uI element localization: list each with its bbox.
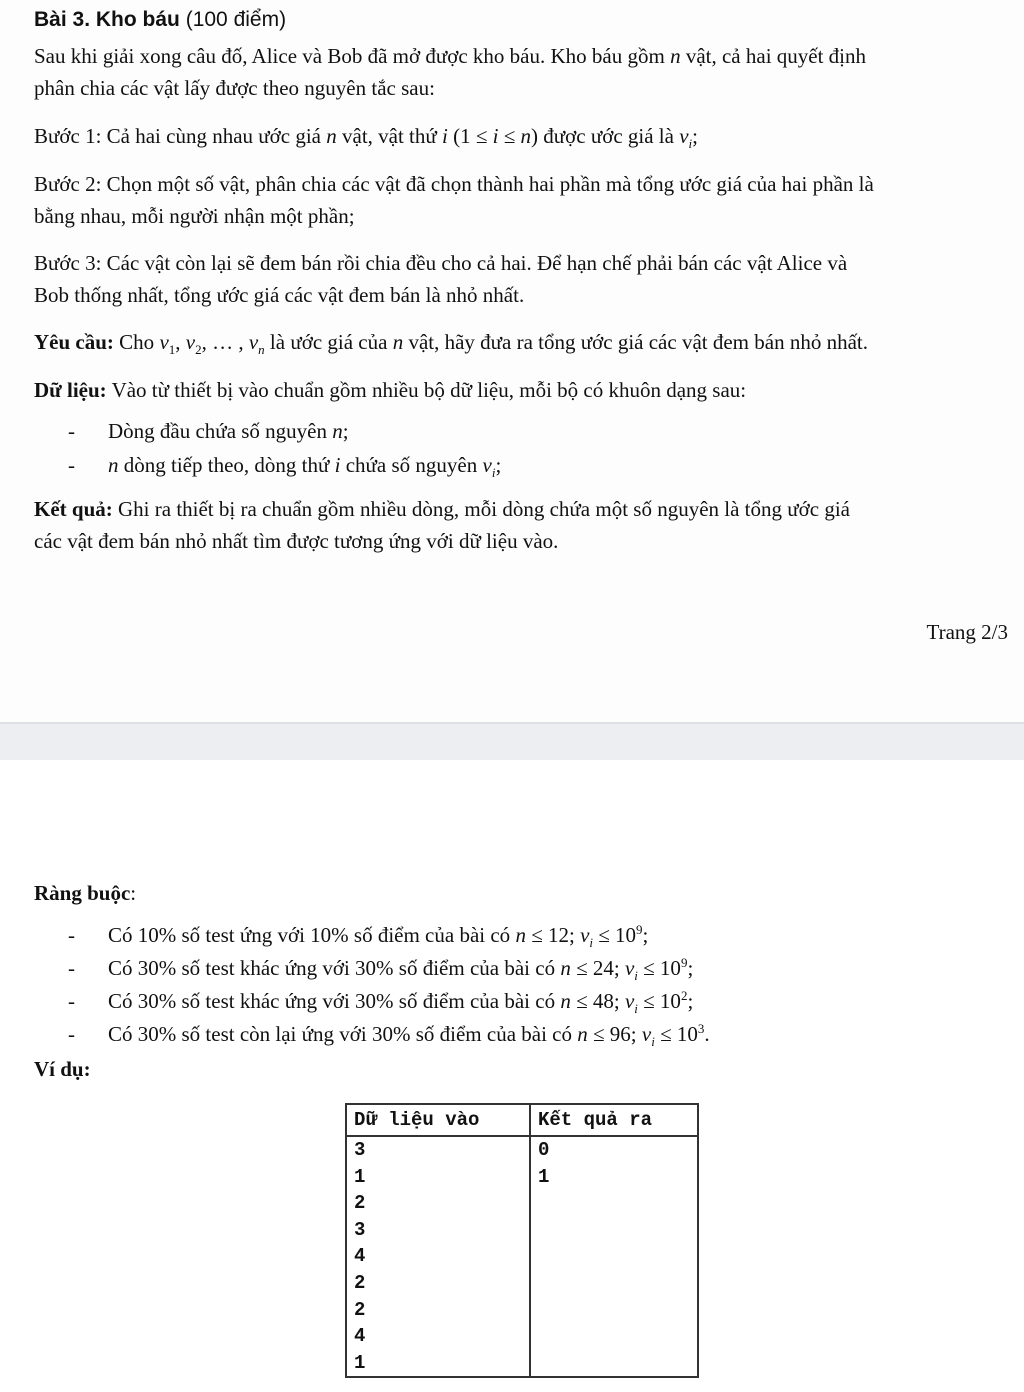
constraint-item: - Có 30% số test khác ứng với 30% số điểm của bài có n ≤ 24; $v_i \le 10^9$;: [68, 955, 694, 984]
input-description: Dữ liệu: Vào từ thiết bị vào chuẩn gồm nhiều bộ dữ liệu, mỗi bộ có khuôn dạng sau:: [34, 378, 747, 402]
example-output-line: 0: [538, 1139, 550, 1161]
header-output: Kết quả ra: [530, 1104, 698, 1136]
example-input-cell: [346, 1136, 530, 1377]
example-input-line: 4: [354, 1245, 366, 1268]
example-input-line: 1: [354, 1351, 366, 1374]
page-number: Trang 2/3: [926, 620, 1008, 644]
problem-title: Bài 3. Kho báu (100 điểm): [34, 8, 287, 31]
step-1: Bước 1: Cả hai cùng nhau ước giá n vật, vật thứ i (1 ≤ i ≤ n) được ước giá là $v_i$;: [34, 124, 699, 152]
constraint-item: - Có 30% số test còn lại ứng với 30% số điểm của bài có n ≤ 96; $v_i \le 10^3$.: [68, 1021, 710, 1050]
example-input-line: 2: [354, 1192, 366, 1215]
requirement: Yêu cầu: Cho $v_1$, $v_2$, … , $v_n$ là ước giá của n vật, hãy đưa ra tổng ước giá các vật đem bán nhỏ nhất.: [34, 330, 868, 358]
step-2: Bước 2: Chọn một số vật, phân chia các vật đã chọn thành hai phần mà tổng ước giá của hai phần là bằng nhau, mỗi người nhận một phần;: [34, 172, 874, 228]
example-table: [345, 1103, 699, 1378]
output-description: Kết quả: Ghi ra thiết bị ra chuẩn gồm nhiều dòng, mỗi dòng chứa một số nguyên là tổng ước giá các vật đem bán nhỏ nhất tìm được tương ứng với dữ liệu vào.: [34, 497, 850, 553]
example-input-line: 1: [354, 1165, 366, 1188]
example-output-line: 1: [538, 1165, 550, 1188]
example-input-line: 3: [354, 1139, 366, 1161]
constraint-item: - Có 10% số test ứng với 10% số điểm của bài có n ≤ 12; $v_i \le 10^9$;: [68, 922, 649, 951]
example-heading: Ví dụ:: [34, 1057, 91, 1081]
example-input-line: 4: [354, 1325, 366, 1348]
constraint-item: - Có 30% số test khác ứng với 30% số điểm của bài có n ≤ 48; $v_i \le 10^2$;: [68, 988, 694, 1017]
example-output-cell: [530, 1136, 698, 1377]
constraints-heading: Ràng buộc:: [34, 881, 137, 905]
example-input-line: 2: [354, 1271, 366, 1294]
step-3: Bước 3: Các vật còn lại sẽ đem bán rồi chia đều cho cả hai. Để hạn chế phải bán các vật Alice và Bob thống nhất, tổng ước giá các vật đem bán là nhỏ nhất.: [34, 251, 848, 307]
example-input-line: 3: [354, 1218, 366, 1241]
page-separator: [0, 722, 1024, 760]
header-input: Dữ liệu vào: [346, 1104, 530, 1136]
input-bullet-1: - Dòng đầu chứa số nguyên n;: [68, 419, 349, 443]
input-bullet-2: - n dòng tiếp theo, dòng thứ i chứa số nguyên $v_i$;: [68, 453, 502, 481]
example-input-line: 2: [354, 1298, 366, 1321]
example-header-row: [346, 1104, 698, 1136]
intro-paragraph: Sau khi giải xong câu đố, Alice và Bob đã mở được kho báu. Kho báu gồm n vật, cả hai quyết định phân chia các vật lấy được theo nguyên tắc sau:: [34, 44, 867, 100]
example-data-row: [346, 1136, 698, 1377]
